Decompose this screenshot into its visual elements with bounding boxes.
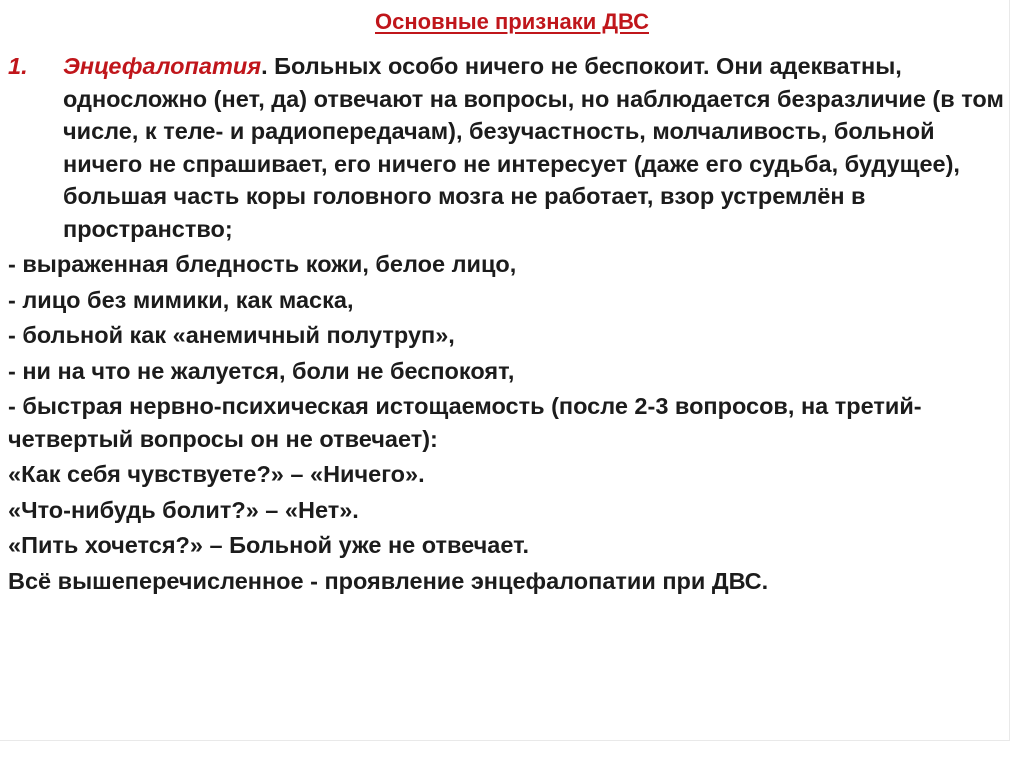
dialogue-line: «Что-нибудь болит?» – «Нет». bbox=[8, 496, 359, 523]
dialogue-line: «Как себя чувствуете?» – «Ничего». bbox=[8, 461, 425, 487]
list-item-text: . Больных особо ничего не беспокоит. Они адекватны, односложно (нет, да) отвечают на вопросы, но наблюдается безразличие (в том числе, к теле- и радиопередачам), безучастность, молчаливость, больной ничего не спрашивает, его ничего не интересует (даже его судьба, будущее), большая часть коры головного мозга не работает, взор устремлён в пространство; bbox=[63, 53, 1004, 242]
symptom-line: - ни на что не жалуется, боли не беспокоят, bbox=[8, 357, 515, 384]
symptom-line: - выраженная бледность кожи, белое лицо, bbox=[8, 251, 517, 277]
slide-content bbox=[8, 50, 1008, 597]
list-item-encephalopathy bbox=[8, 50, 1008, 245]
list-item-term: Энцефалопатия bbox=[63, 53, 262, 79]
symptom-line: - быстрая нервно-психическая истощаемость (после 2-3 вопросов, на третий-четвертый вопросы он не отвечает): bbox=[8, 393, 922, 452]
page-title: Основные признаки ДВС bbox=[375, 9, 649, 34]
symptom-line: - лицо без мимики, как маска, bbox=[8, 286, 354, 313]
conclusion-line: Всё вышеперечисленное - проявление энцефалопатии при ДВС. bbox=[8, 567, 769, 594]
dialogue-line: «Пить хочется?» – Больной уже не отвечает. bbox=[8, 532, 530, 558]
symptom-line: - больной как «анемичный полутруп», bbox=[8, 322, 455, 348]
list-item-number: 1. bbox=[8, 53, 28, 79]
